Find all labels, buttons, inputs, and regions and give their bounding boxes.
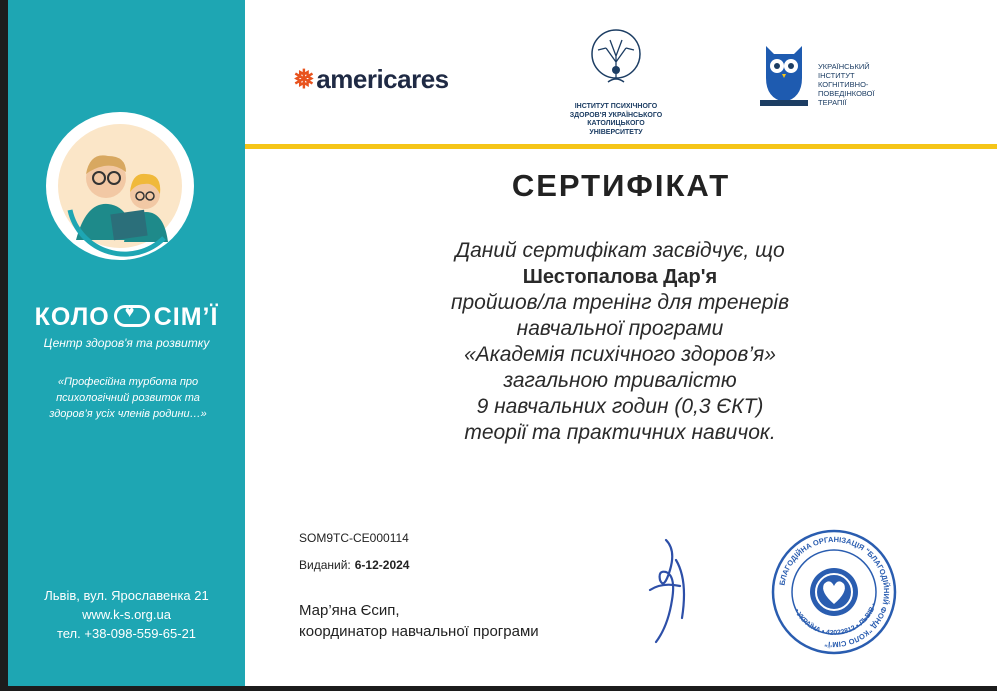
- body-line: теорії та практичних навичок.: [464, 421, 776, 444]
- owl-icon: [756, 38, 812, 110]
- sidebar: [8, 0, 245, 686]
- heart-ring-icon: [114, 305, 150, 327]
- americares-mark-icon: ❅: [293, 64, 315, 94]
- contact-address: Львів, вул. Ярославенка 21: [44, 588, 209, 603]
- americares-logo: [293, 64, 449, 95]
- inst2-line: УКРАЇНСЬКИЙ: [818, 62, 870, 71]
- inst2-line: КОГНІТИВНО-: [818, 80, 869, 89]
- brand-title: [8, 303, 245, 332]
- contact-phone: тел. +38-098-559-65-21: [56, 626, 197, 641]
- inst2-line: ТЕРАПІЇ: [818, 98, 847, 107]
- certificate-intro: Даний сертифікат засвідчує, що: [455, 239, 785, 262]
- brand-subtitle: Центр здоров'я та розвитку: [43, 336, 210, 350]
- institute-mental-health-label: [556, 103, 676, 137]
- body-line: «Академія психічного здоров’я»: [464, 343, 776, 366]
- certificate-title: СЕРТИФІКАТ: [511, 168, 731, 203]
- tree-head-icon: [586, 26, 646, 96]
- body-line: пройшов/ла тренінг для тренерів: [450, 291, 790, 314]
- family-illustration: [46, 112, 194, 260]
- stamp-ring-text: БЛАГОДІЙНА ОРГАНІЗАЦІЯ "БЛАГОДІЙНИЙ ФОНД "КОЛО СІМ'Ї": [777, 534, 892, 650]
- body-line: загальною тривалістю: [503, 369, 737, 392]
- inst1-line: КАТОЛИЦЬКОГО: [587, 120, 645, 127]
- certificate-code: SOM9TC-CE000114: [299, 531, 409, 545]
- recipient-name: Шестопалова Дар'я: [522, 266, 718, 288]
- body-line: навчальної програми: [516, 317, 724, 340]
- contact-website[interactable]: www.k-s.org.ua: [82, 607, 171, 622]
- signer-role: координатор навчальної програми: [299, 623, 539, 640]
- cbt-institute-logo: [756, 38, 906, 110]
- issued-date: 6-12-2024: [354, 558, 410, 572]
- inst2-line: ІНСТИТУТ: [818, 71, 855, 80]
- brand-title-right: СІМ’Ї: [153, 303, 219, 331]
- brand-title-left: КОЛО: [34, 303, 110, 331]
- inst1-line: ЗДОРОВ'Я УКРАЇНСЬКОГО: [569, 111, 663, 119]
- signer-name: Мар’яна Єсип,: [299, 602, 400, 619]
- inst1-line: УНІВЕРСИТЕТУ: [589, 128, 643, 136]
- signer-block: [299, 600, 539, 642]
- sidebar-quote: «Професійна турбота про психологічний розвиток та здоров’я усіх членів родини…»: [49, 376, 207, 420]
- institute-mental-health-logo: [556, 26, 676, 137]
- handwritten-signature: [636, 530, 700, 650]
- cbt-institute-label: [818, 62, 908, 107]
- americares-wordmark: americares: [316, 64, 449, 94]
- body-line: 9 навчальних годин (0,3 ЄКТ): [476, 395, 764, 418]
- accent-divider: [245, 144, 997, 149]
- inst2-line: ПОВЕДІНКОВОЇ: [818, 89, 875, 98]
- sidebar-contacts: [8, 586, 245, 643]
- certificate-page: [8, 0, 997, 686]
- issued-date-row: [299, 558, 409, 572]
- organization-stamp: [770, 528, 898, 656]
- inst1-line: ІНСТИТУТ ПСИХІЧНОГО: [574, 103, 658, 110]
- certificate-body: [320, 238, 920, 446]
- stamp-bottom-text: • УКРАЇНА • 42022812 • ЛЬВІВ •: [792, 602, 878, 637]
- issued-label: Виданий:: [299, 558, 351, 572]
